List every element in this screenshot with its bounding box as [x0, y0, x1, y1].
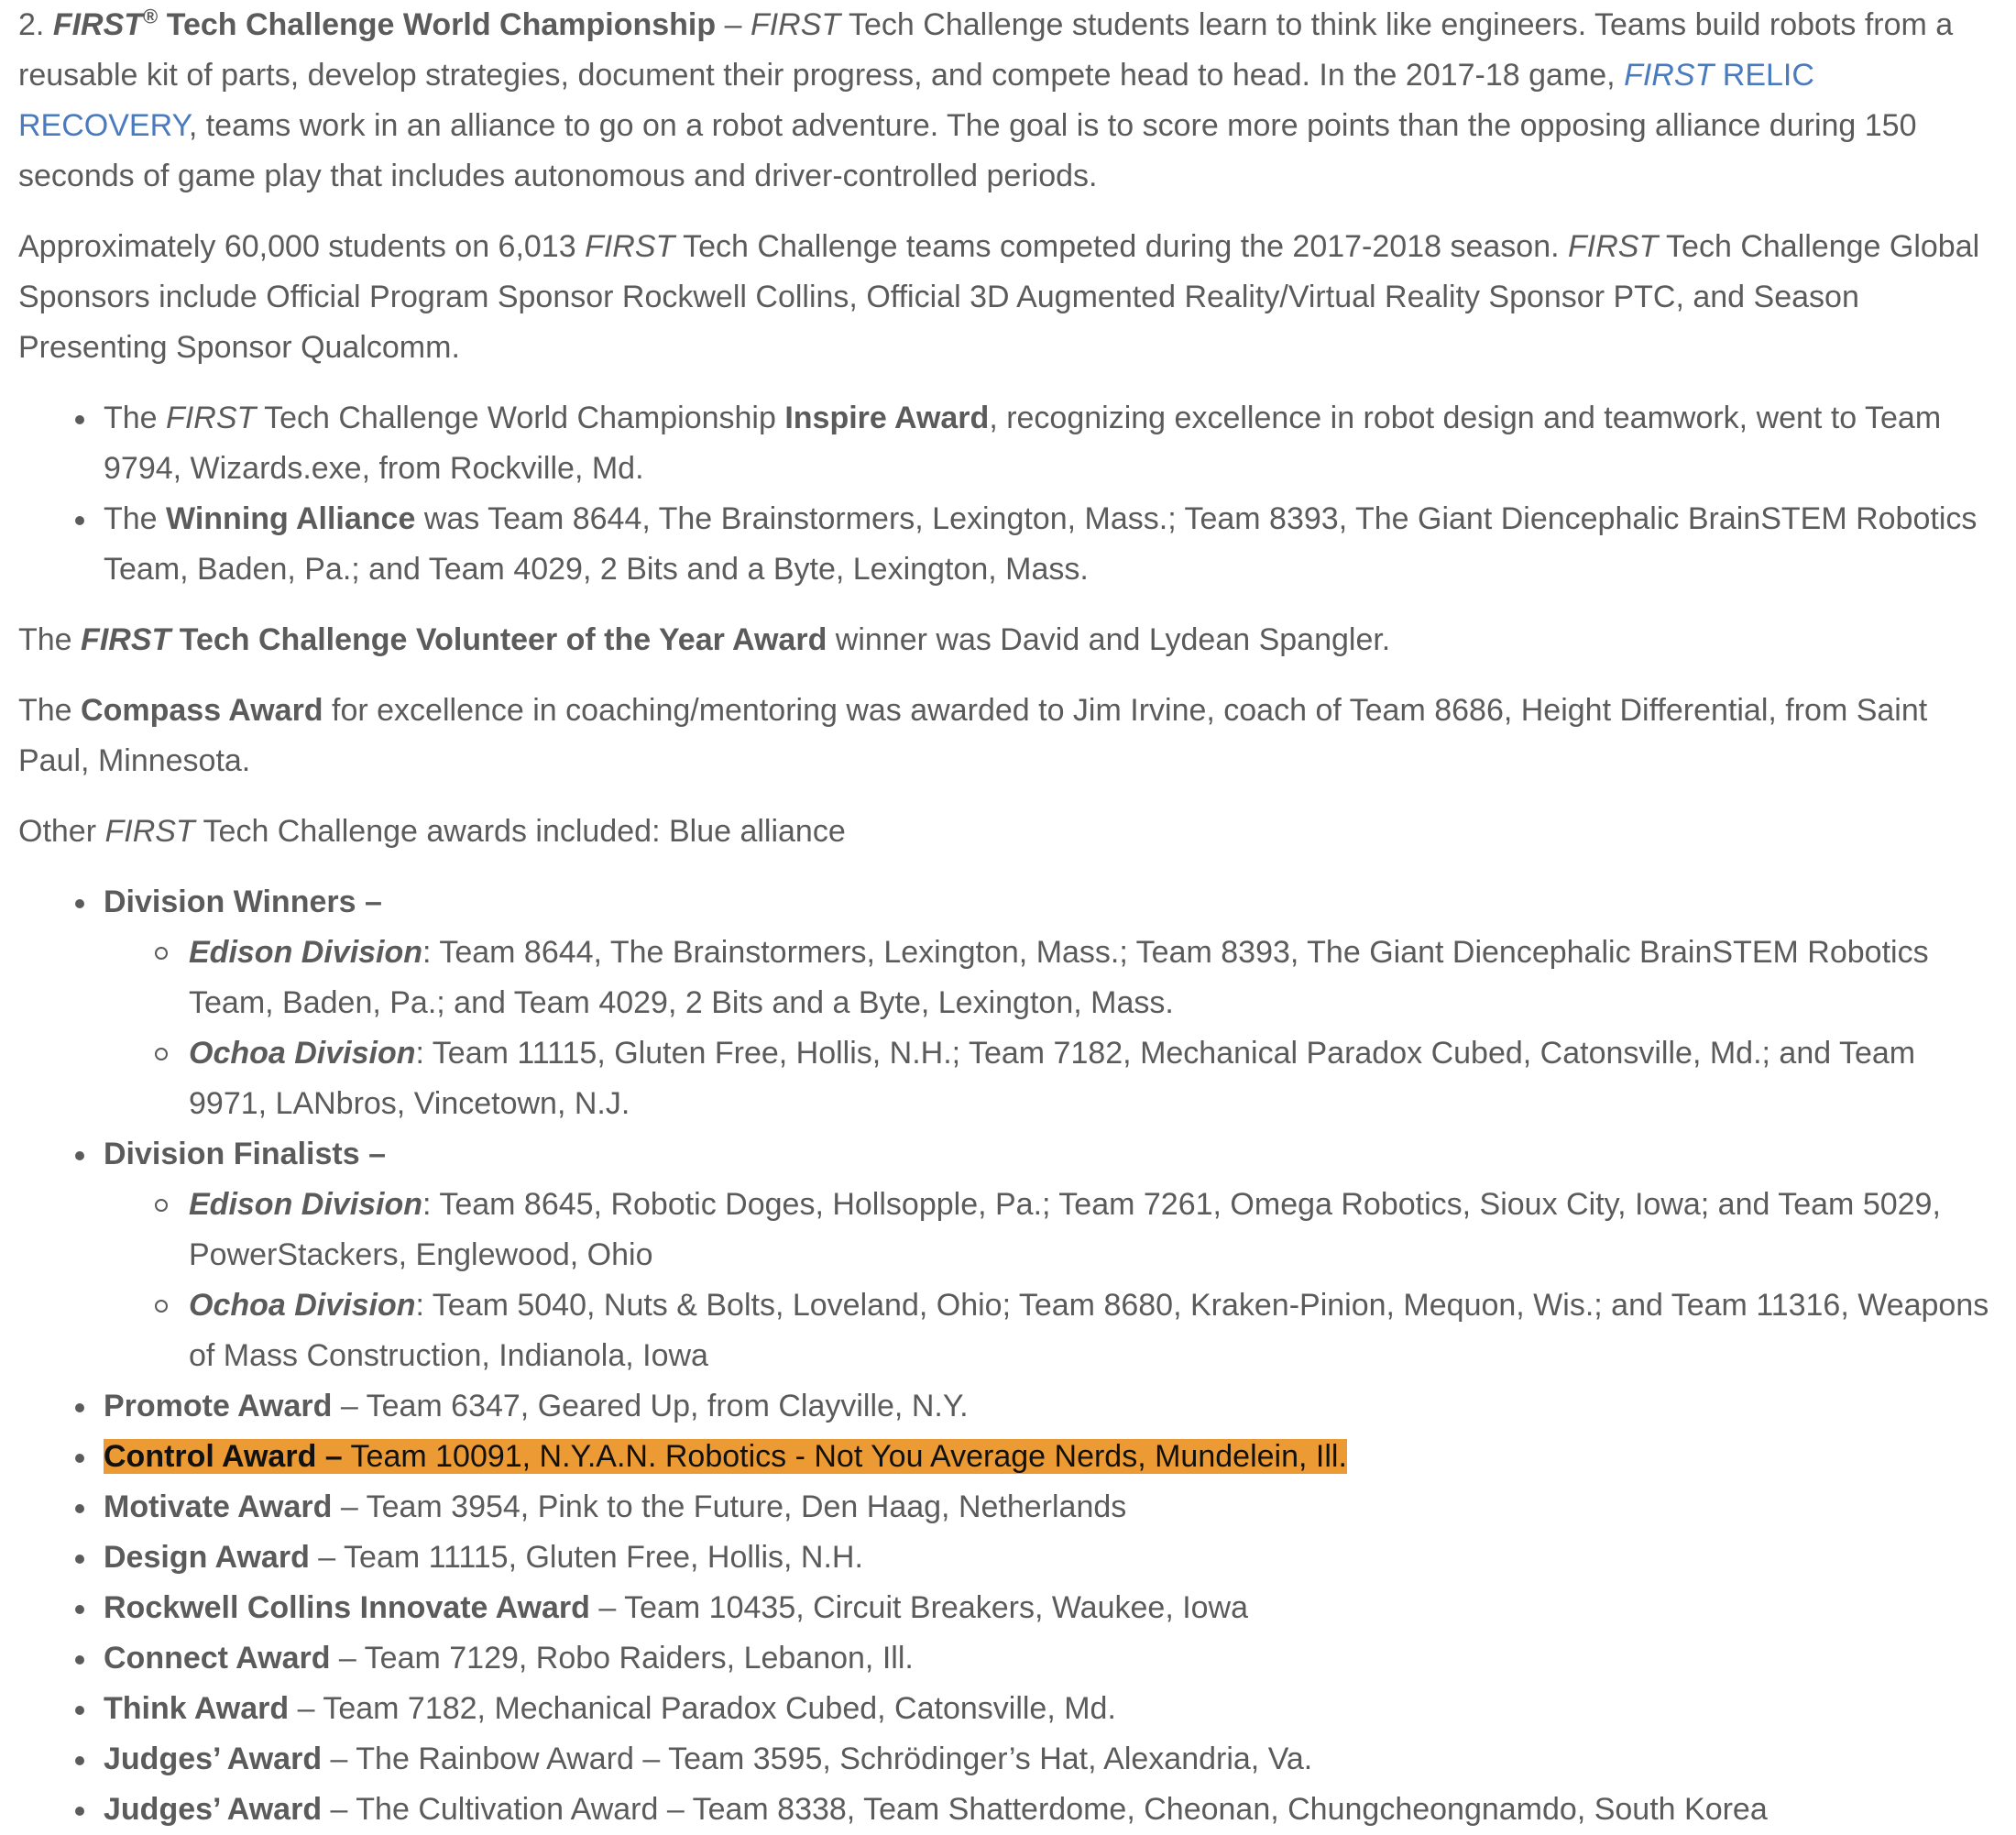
award-name: Compass Award: [81, 693, 323, 728]
dash: –: [716, 7, 751, 42]
award-text: – Team 7182, Mechanical Paradox Cubed, Catonsville, Md.: [289, 1691, 1116, 1726]
intro-paragraph: [18, 0, 1998, 202]
text: Other: [18, 814, 105, 849]
link-text[interactable]: RELIC RECOVERY: [18, 58, 1814, 143]
award-name: Judges’ Award: [104, 1742, 323, 1776]
award-text: winner was David and Lydean Spangler.: [827, 622, 1391, 657]
list-item-ochoa-finalists: [104, 1280, 1998, 1381]
award-text: – Team 7129, Robo Raiders, Lebanon, Ill.: [330, 1641, 914, 1676]
stats-text: Approximately 60,000 students on 6,013: [18, 229, 586, 264]
award-name: Think Award: [104, 1691, 290, 1726]
stats-text-3: Tech Challenge Global Sponsors include Official Program Sponsor Rockwell Collins, Official 3D Augmented Reality/Virtual Reality Sponsor PTC, and Season Presenting Sponsor Qualcomm.: [18, 229, 1980, 365]
award-name: Promote Award: [104, 1389, 333, 1423]
list-item-connect-award: [18, 1633, 1998, 1684]
list-item-edison-winners: [104, 928, 1998, 1028]
list-item-division-winners: [18, 877, 1998, 1129]
division-name: Edison Division: [189, 1187, 423, 1222]
first-brand: FIRST: [104, 814, 195, 849]
list-item-winning-alliance: [18, 494, 1998, 595]
stats-text-2: Tech Challenge teams competed during the 2017-2018 season.: [674, 229, 1568, 264]
division-finalists-sublist: [104, 1180, 1998, 1381]
award-text: was Team 8644, The Brainstormers, Lexington, Mass.; Team 8393, The Giant Diencephalic BrainSTEM Robotics Team, Baden, Pa.; and Team 4029, 2 Bits and a Byte, Lexington, Mass.: [104, 501, 1978, 587]
award-name: Connect Award: [104, 1641, 331, 1676]
volunteer-paragraph: [18, 615, 1998, 665]
award-name: Inspire Award: [784, 401, 990, 435]
list-item-design-award: [18, 1533, 1998, 1583]
text: The: [18, 693, 82, 728]
division-winners-sublist: [104, 928, 1998, 1129]
division-text: : Team 8644, The Brainstormers, Lexington, Mass.; Team 8393, The Giant Diencephalic BrainSTEM Robotics Team, Baden, Pa.; and Team 4029, 2 Bits and a Byte, Lexington, Mass.: [189, 935, 1929, 1020]
list-item-judges-award-cultivation: [18, 1785, 1998, 1835]
list-item-inspire-award: [18, 393, 1998, 494]
award-name: Design Award: [104, 1540, 310, 1575]
highlighted-text: [104, 1439, 1347, 1474]
first-brand: FIRST: [166, 401, 257, 435]
awards-list: [18, 877, 1998, 1835]
award-text: – The Rainbow Award – Team 3595, Schrödinger’s Hat, Alexandria, Va.: [322, 1742, 1313, 1776]
award-name: Judges’ Award: [104, 1792, 323, 1827]
award-text: – The Cultivation Award – Team 8338, Team Shatterdome, Cheonan, Chungcheongnamdo, South Korea: [322, 1792, 1768, 1827]
first-brand: FIRST: [750, 7, 841, 42]
award-name: Rockwell Collins Innovate Award: [104, 1590, 590, 1625]
division-name: Ochoa Division: [189, 1036, 416, 1071]
first-brand: FIRST: [1568, 229, 1659, 264]
item-number: 2.: [18, 7, 53, 42]
list-item-division-finalists: [18, 1129, 1998, 1381]
top-awards-list: [18, 393, 1998, 595]
list-item-control-award: [18, 1432, 1998, 1482]
division-winners-label: Division Winners –: [104, 885, 382, 919]
division-text: : Team 8645, Robotic Doges, Hollsopple, Pa.; Team 7261, Omega Robotics, Sioux City, Iowa; and Team 5029, PowerStackers, Englewood, Ohio: [189, 1187, 1941, 1272]
registered-mark: ®: [143, 5, 159, 28]
stats-paragraph: [18, 222, 1998, 373]
first-brand: FIRST: [585, 229, 675, 264]
list-item-think-award: [18, 1684, 1998, 1734]
list-item-judges-award-rainbow: [18, 1734, 1998, 1785]
intro-text: Tech Challenge students learn to think like engineers. Teams build robots from a reusable kit of parts, develop strategies, document their progress, and compete head to head. In the 2017-18 game,: [18, 7, 1954, 93]
link-first[interactable]: FIRST: [1624, 58, 1715, 93]
list-item-motivate-award: [18, 1482, 1998, 1533]
division-name: Ochoa Division: [189, 1288, 416, 1323]
division-name: Edison Division: [189, 935, 423, 970]
compass-paragraph: [18, 686, 1998, 786]
award-text: – Team 6347, Geared Up, from Clayville, N.Y.: [332, 1389, 969, 1423]
award-text: – Team 11115, Gluten Free, Hollis, N.H.: [309, 1540, 863, 1575]
division-text: : Team 11115, Gluten Free, Hollis, N.H.; Team 7182, Mechanical Paradox Cubed, Catonsville, Md.; and Team 9971, LANbros, Vincetown, N.J.: [189, 1036, 1916, 1121]
list-item-promote-award: [18, 1381, 1998, 1432]
text: The: [104, 401, 167, 435]
division-finalists-label: Division Finalists –: [104, 1137, 386, 1171]
text: The: [18, 622, 82, 657]
award-name: Winning Alliance: [166, 501, 416, 536]
list-item-ochoa-winners: [104, 1028, 1998, 1129]
award-name: Motivate Award: [104, 1489, 333, 1524]
award-text: for excellence in coaching/mentoring was awarded to Jim Irvine, coach of Team 8686, Height Differential, from Saint Paul, Minnesota.: [18, 693, 1928, 778]
division-text: : Team 5040, Nuts & Bolts, Loveland, Ohio; Team 8680, Kraken-Pinion, Mequon, Wis.; and Team 11316, Weapons of Mass Construction, Indianola, Iowa: [189, 1288, 1989, 1373]
award-text: , recognizing excellence in robot design and teamwork, went to Team 9794, Wizards.exe, from Rockville, Md.: [104, 401, 1942, 486]
award-name: Control Award –: [104, 1439, 343, 1474]
intro-text-2: , teams work in an alliance to go on a robot adventure. The goal is to score more points than the opposing alliance during 150 seconds of game play that includes autonomous and driver-controlled periods.: [18, 108, 1917, 193]
list-item-edison-finalists: [104, 1180, 1998, 1280]
text: Tech Challenge awards included: Blue alliance: [194, 814, 846, 849]
award-text: – Team 3954, Pink to the Future, Den Haag, Netherlands: [332, 1489, 1127, 1524]
award-text: Team 10091, N.Y.A.N. Robotics - Not You Average Nerds, Mundelein, Ill.: [342, 1439, 1347, 1474]
list-item-innovate-award: [18, 1583, 1998, 1633]
first-brand: FIRST: [81, 622, 171, 657]
text: Tech Challenge World Championship: [256, 401, 785, 435]
text: The: [104, 501, 167, 536]
first-brand: FIRST: [52, 7, 144, 42]
other-awards-paragraph: [18, 807, 1998, 857]
award-name: Tech Challenge Volunteer of the Year Award: [170, 622, 827, 657]
championship-title: Tech Challenge World Championship: [158, 7, 717, 42]
award-text: – Team 10435, Circuit Breakers, Waukee, Iowa: [589, 1590, 1249, 1625]
